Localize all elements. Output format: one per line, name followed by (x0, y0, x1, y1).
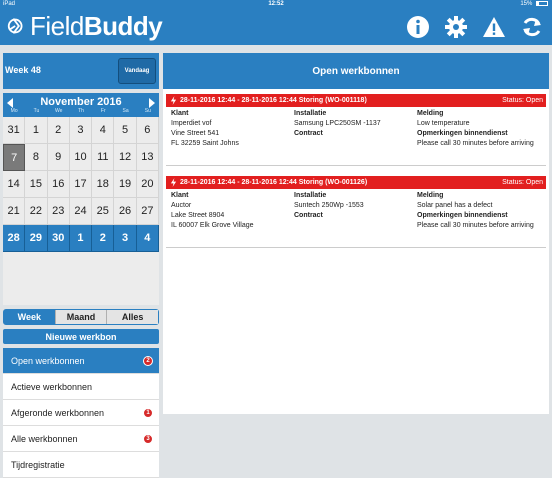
page-title: Open werkbonnen (163, 53, 549, 89)
calendar-day[interactable]: 23 (48, 198, 70, 225)
view-toggle (3, 309, 159, 325)
menu-item-label: Afgeronde werkbonnen (11, 407, 105, 418)
calendar-day[interactable]: 30 (48, 225, 70, 252)
calendar (3, 93, 159, 305)
report-label: Melding (417, 192, 444, 199)
calendar-day[interactable]: 14 (3, 171, 25, 198)
warning-button[interactable] (482, 15, 506, 39)
contract-label: Contract (294, 130, 323, 137)
weekday-label: Mo (10, 108, 18, 114)
calendar-day[interactable]: 15 (25, 171, 47, 198)
client-label: Klant (171, 192, 189, 199)
lightning-icon (170, 178, 177, 187)
info-icon (406, 15, 430, 39)
client-city: FL 32259 Saint Johns (171, 140, 239, 147)
settings-button[interactable] (444, 15, 468, 39)
report-label: Melding (417, 110, 444, 117)
view-month-button[interactable]: Maand (56, 310, 108, 324)
workorder-status: Status: Open (502, 97, 543, 104)
lightning-icon (170, 96, 177, 105)
workorder-header[interactable] (166, 94, 546, 107)
left-panel (3, 53, 159, 470)
next-month-icon[interactable] (149, 98, 155, 108)
calendar-day[interactable]: 13 (137, 144, 159, 171)
calendar-day[interactable]: 10 (70, 144, 92, 171)
calendar-day[interactable]: 3 (70, 117, 92, 144)
weekday-label: We (54, 108, 63, 114)
calendar-day[interactable]: 8 (25, 144, 47, 171)
gear-icon (444, 15, 468, 39)
calendar-header (3, 93, 159, 117)
main-panel (163, 53, 549, 414)
installation-value: Suntech 250Wp -1553 (294, 202, 364, 209)
report-value: Solar panel has a defect (417, 202, 493, 209)
calendar-month: November 2016 (40, 96, 122, 108)
menu-item-label: Tijdregistratie (11, 459, 65, 470)
view-all-button[interactable]: Alles (107, 310, 158, 324)
today-button[interactable]: Vandaag (118, 58, 156, 84)
fieldbuddy-logo (6, 12, 162, 40)
client-street: Lake Street 8904 (171, 212, 225, 219)
calendar-day[interactable]: 29 (25, 225, 47, 252)
battery-icon (536, 1, 548, 6)
logo-icon (6, 15, 28, 37)
menu-item-label: Actieve werkbonnen (11, 381, 93, 392)
menu-item-active[interactable] (3, 374, 159, 400)
workorder-title: 28-11-2016 12:44 - 28-11-2016 12:44 Storing (WO-001118) (180, 97, 367, 104)
logo-text-field: Field (30, 10, 84, 41)
remarks-label: Opmerkingen binnendienst (417, 130, 508, 137)
calendar-day[interactable]: 17 (70, 171, 92, 198)
remarks-label: Opmerkingen binnendienst (417, 212, 508, 219)
workorder-menu (3, 348, 159, 470)
workorder-card[interactable] (166, 94, 546, 166)
workorder-details (166, 189, 546, 247)
weekday-label: Fr (100, 108, 106, 114)
battery-indicator (520, 1, 548, 7)
calendar-day[interactable]: 7 (3, 144, 25, 171)
calendar-day[interactable]: 21 (3, 198, 25, 225)
count-badge: 2 (143, 356, 153, 366)
workorder-header[interactable] (166, 176, 546, 189)
remarks-value: Please call 30 minutes before arriving (417, 140, 534, 147)
calendar-day[interactable]: 24 (70, 198, 92, 225)
calendar-day[interactable]: 27 (137, 198, 159, 225)
workorder-title: 28-11-2016 12:44 - 28-11-2016 12:44 Storing (WO-001126) (180, 179, 368, 186)
client-city: IL 60007 Elk Grove Village (171, 222, 254, 229)
contract-label: Contract (294, 212, 323, 219)
calendar-day[interactable]: 12 (114, 144, 136, 171)
week-label: Week 48 (5, 65, 41, 75)
device-label: iPad (3, 1, 16, 7)
workorder-status: Status: Open (502, 179, 543, 186)
clock: 12:52 (268, 1, 284, 7)
calendar-day[interactable]: 26 (114, 198, 136, 225)
menu-item-label: Open werkbonnen (11, 355, 85, 366)
weekday-row (3, 108, 159, 114)
battery-percent: 15% (520, 1, 533, 7)
calendar-day[interactable]: 11 (92, 144, 114, 171)
calendar-day[interactable]: 2 (92, 225, 114, 252)
installation-value: Samsung LPC250SM -1137 (294, 120, 381, 127)
calendar-day[interactable]: 22 (25, 198, 47, 225)
calendar-grid (3, 117, 159, 252)
menu-item-label: Alle werkbonnen (11, 433, 78, 444)
menu-item-completed[interactable] (3, 400, 159, 426)
count-badge: 3 (143, 434, 153, 444)
calendar-day[interactable]: 31 (3, 117, 25, 144)
logo-text-buddy: Buddy (83, 10, 163, 41)
calendar-day[interactable]: 25 (92, 198, 114, 225)
warning-icon (482, 15, 506, 39)
client-name: Auctor (171, 202, 192, 209)
calendar-day[interactable]: 6 (137, 117, 159, 144)
menu-item-all[interactable] (3, 426, 159, 452)
menu-item-open[interactable] (3, 348, 159, 374)
app-header (0, 9, 552, 45)
weekday-label: Th (78, 108, 84, 114)
calendar-day[interactable]: 4 (137, 225, 159, 252)
calendar-day[interactable]: 1 (25, 117, 47, 144)
report-value: Low temperature (417, 120, 470, 127)
status-bar (0, 0, 552, 9)
client-street: Vine Street 541 (171, 130, 220, 137)
installation-label: Installatie (294, 110, 327, 117)
calendar-day[interactable]: 2 (48, 117, 70, 144)
calendar-day[interactable]: 18 (92, 171, 114, 198)
calendar-day[interactable]: 28 (3, 225, 25, 252)
weekday-label: Su (144, 108, 151, 114)
menu-item-time[interactable] (3, 452, 159, 478)
calendar-day[interactable]: 4 (92, 117, 114, 144)
count-badge: 1 (143, 408, 153, 418)
weekday-label: Sa (122, 108, 129, 114)
installation-label: Installatie (294, 192, 327, 199)
sync-icon (520, 15, 544, 39)
new-workorder-button[interactable]: Nieuwe werkbon (3, 329, 159, 344)
workorder-card[interactable] (166, 176, 546, 248)
calendar-day[interactable]: 5 (114, 117, 136, 144)
workorder-details (166, 107, 546, 165)
view-week-button[interactable]: Week (4, 310, 56, 324)
week-header (3, 53, 159, 89)
client-label: Klant (171, 110, 189, 117)
calendar-day[interactable]: 3 (114, 225, 136, 252)
calendar-day[interactable]: 9 (48, 144, 70, 171)
calendar-day[interactable]: 19 (114, 171, 136, 198)
weekday-label: Tu (33, 108, 40, 114)
remarks-value: Please call 30 minutes before arriving (417, 222, 534, 229)
info-button[interactable] (406, 15, 430, 39)
sync-button[interactable] (520, 15, 544, 39)
calendar-day[interactable]: 1 (70, 225, 92, 252)
client-name: Imperdiet vof (171, 120, 212, 127)
calendar-day[interactable]: 16 (48, 171, 70, 198)
calendar-day[interactable]: 20 (137, 171, 159, 198)
